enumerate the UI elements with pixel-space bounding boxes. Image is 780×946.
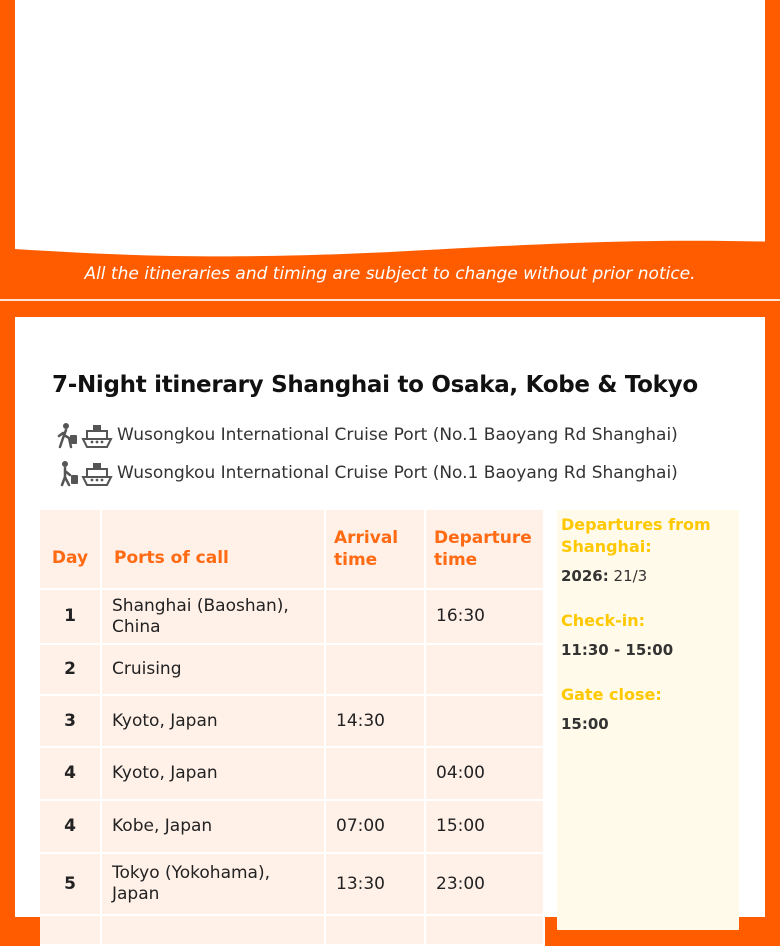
row-port: Cruising [102, 645, 326, 696]
disembark-port-text: Wusongkou International Cruise Port (No.1 Baoyang Rd Shanghai) [117, 463, 678, 483]
row-arrival: 07:00 [326, 801, 426, 854]
row-day: 5 [40, 854, 102, 916]
table-row [40, 748, 545, 801]
table-row [40, 696, 545, 748]
row-departure [426, 696, 545, 748]
departures-heading: Departures from Shanghai: [561, 515, 711, 556]
row-arrival [326, 645, 426, 696]
checkin-time: 11:30 - 15:00 [561, 641, 674, 659]
gate-close-time: 15:00 [561, 715, 609, 733]
row-port: Kobe, Japan [102, 801, 326, 854]
row-arrival [326, 748, 426, 801]
disembark-port-line [57, 459, 678, 487]
itinerary-notice: All the itineraries and timing are subject to change without prior notice. [84, 264, 696, 284]
header-departure: Departure time [426, 510, 545, 590]
row-arrival: 14:30 [326, 696, 426, 748]
departure-dates [561, 566, 735, 586]
top-banner-card [15, 0, 765, 262]
row-day: 2 [40, 645, 102, 696]
row-day: 4 [40, 748, 102, 801]
header-arrival: Arrival time [326, 510, 426, 590]
departure-year: 2026: [561, 567, 609, 585]
row-departure: 04:00 [426, 748, 545, 801]
checkin-heading: Check-in: [561, 611, 646, 630]
row-departure: 23:00 [426, 854, 545, 916]
row-day: 4 [40, 801, 102, 854]
row-departure [426, 645, 545, 696]
itinerary-table-wrap [40, 510, 545, 946]
row-departure: 16:30 [426, 590, 545, 645]
table-row [40, 916, 545, 946]
section-divider [0, 299, 780, 301]
row-day: 3 [40, 696, 102, 748]
embark-port-line [57, 421, 678, 449]
table-row [40, 590, 545, 645]
disembark-ship-icon [57, 459, 113, 487]
itinerary-table [40, 510, 545, 946]
gate-close-heading: Gate close: [561, 685, 662, 704]
row-port: Kyoto, Japan [102, 696, 326, 748]
row-port: Tokyo (Yokohama), Japan [102, 854, 326, 916]
itinerary-card [15, 317, 765, 917]
row-day: 1 [40, 590, 102, 645]
table-row [40, 801, 545, 854]
row-arrival [326, 590, 426, 645]
header-ports: Ports of call [102, 510, 326, 590]
row-port: Kyoto, Japan [102, 748, 326, 801]
header-day: Day [40, 510, 102, 590]
departure-date-list: 21/3 [613, 567, 648, 585]
itinerary-title: 7-Night itinerary Shanghai to Osaka, Kobe & Tokyo [52, 372, 698, 398]
embark-ship-icon [57, 421, 113, 449]
row-arrival: 13:30 [326, 854, 426, 916]
table-row [40, 854, 545, 916]
row-departure: 15:00 [426, 801, 545, 854]
table-header-row [40, 510, 545, 590]
row-port: Shanghai (Baoshan), China [102, 590, 326, 645]
table-row [40, 645, 545, 696]
embark-port-text: Wusongkou International Cruise Port (No.1 Baoyang Rd Shanghai) [117, 425, 678, 445]
departures-sidebar [557, 510, 739, 930]
